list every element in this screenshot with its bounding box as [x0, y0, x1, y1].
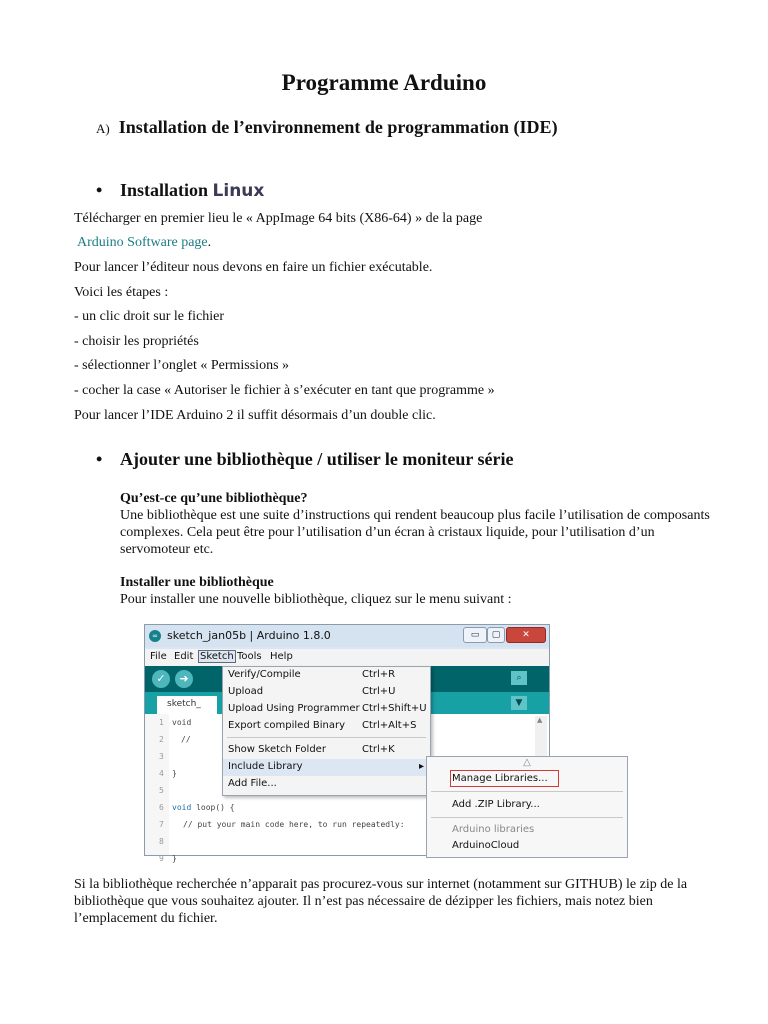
library-bullet-label: Ajouter une bibliothèque / utiliser le moniteur série — [120, 449, 514, 469]
menu-sketch[interactable]: Sketch — [200, 651, 234, 662]
menu-separator — [227, 737, 426, 738]
menu-item-export-binary[interactable]: Export compiled Binary Ctrl+Alt+S — [228, 720, 417, 731]
menu-separator — [431, 817, 623, 818]
library-definition — [120, 490, 710, 558]
library-install-body: Pour installer une nouvelle bibliothèque, cliquez sur le menu suivant : — [120, 592, 512, 607]
install-line-2: Pour lancer l’éditeur nous devons en faire un fichier exécutable. — [74, 260, 433, 275]
linux-label: Linux — [212, 181, 265, 201]
library-install — [120, 574, 710, 608]
bullet-installation — [96, 180, 264, 201]
maximize-icon[interactable]: ▢ — [487, 627, 505, 643]
code-line-1: void — [172, 718, 192, 727]
code-line-4: } — [172, 769, 177, 778]
ide-window-title: sketch_jan05b | Arduino 1.8.0 — [167, 629, 331, 642]
install-line-5: - choisir les propriétés — [74, 334, 199, 349]
submenu-arrow-icon: ▸ — [419, 761, 425, 772]
install-line-1: Télécharger en premier lieu le « AppImage 64 bits (X86-64) » de la page — [74, 211, 483, 226]
code-line-6-rest: loop() { — [196, 803, 235, 812]
line-number: 2 — [159, 735, 164, 744]
menu-item-add-file[interactable]: Add File... — [228, 778, 277, 789]
menu-file[interactable]: File — [150, 651, 167, 662]
menu-help[interactable]: Help — [270, 651, 293, 662]
include-library-submenu: △ Manage Libraries... Add .ZIP Library... Arduino libraries ArduinoCloud — [426, 756, 628, 858]
section-a-heading — [96, 117, 558, 138]
menu-item-verify[interactable]: Verify/Compile Ctrl+R — [228, 669, 396, 680]
install-line-6: - sélectionner l’onglet « Permissions » — [74, 358, 290, 373]
line-number: 6 — [159, 803, 164, 812]
line-number: 8 — [159, 837, 164, 846]
install-line-3: Voici les étapes : — [74, 285, 169, 300]
line-number: 4 — [159, 769, 164, 778]
menu-item-show-folder[interactable]: Show Sketch Folder Ctrl+K — [228, 744, 395, 755]
section-a-title: Installation de l’environnement de programmation (IDE) — [118, 117, 558, 137]
tab-menu-icon[interactable]: ▼ — [511, 696, 527, 710]
link-line — [77, 235, 211, 251]
ide-titlebar — [145, 625, 549, 647]
bullet-dot: • — [96, 180, 103, 200]
menu-separator — [431, 791, 623, 792]
code-line-9: } — [172, 854, 177, 863]
verify-icon[interactable]: ✓ — [152, 670, 170, 688]
menu-item-upload-programmer[interactable]: Upload Using Programmer Ctrl+Shift+U — [228, 703, 427, 714]
line-number: 1 — [159, 718, 164, 727]
menu-edit[interactable]: Edit — [174, 651, 194, 662]
menu-item-include-library[interactable]: Include Library ▸ — [223, 759, 430, 776]
code-line-2: // — [181, 735, 191, 744]
arduino-ide-screenshot — [142, 624, 626, 863]
code-line-7: // put your main code here, to run repeatedly: — [183, 820, 405, 829]
library-install-heading: Installer une bibliothèque — [120, 575, 274, 590]
line-number: 5 — [159, 786, 164, 795]
arduino-logo-icon: ∞ — [149, 630, 161, 642]
installation-label: Installation — [120, 180, 209, 200]
install-line-8: Pour lancer l’IDE Arduino 2 il suffit désormais d’un double clic. — [74, 408, 436, 423]
ide-menubar — [145, 649, 549, 666]
install-line-7: - cocher la case « Autoriser le fichier à s’exécuter en tant que programme » — [74, 383, 495, 398]
line-gutter — [145, 714, 169, 855]
scroll-up-icon[interactable]: ▲ — [537, 716, 543, 724]
code-keyword: void — [172, 803, 192, 812]
page-title: Programme Arduino — [281, 70, 487, 95]
library-question-body: Une bibliothèque est une suite d’instructions qui rendent beaucoup plus facile l’utilisation de composants complexes. Cela peut être pour l’utilisation d’un écran à cristaux liquide, pour l’utilisation d’un servomoteur etc. — [120, 508, 710, 557]
close-icon[interactable]: ✕ — [506, 627, 546, 643]
menu-item-upload[interactable]: Upload Ctrl+U — [228, 686, 396, 697]
line-number: 7 — [159, 820, 164, 829]
submenu-scroll-icon[interactable]: △ — [523, 757, 531, 768]
bullet-dot: • — [96, 449, 103, 469]
sketch-menu-dropdown — [222, 666, 431, 796]
line-number: 9 — [159, 854, 164, 863]
menu-tools[interactable]: Tools — [237, 651, 262, 662]
sketch-tab[interactable]: sketch_ — [157, 696, 217, 714]
arduino-software-link[interactable]: Arduino Software page — [77, 235, 208, 250]
link-suffix: . — [207, 235, 212, 250]
bullet-library — [96, 449, 514, 470]
code-line-6 — [172, 803, 235, 812]
upload-icon[interactable]: ➜ — [175, 670, 193, 688]
install-line-4: - un clic droit sur le fichier — [74, 309, 225, 324]
section-a-marker: A) — [96, 121, 110, 136]
serial-monitor-icon[interactable]: ⌕ — [511, 671, 527, 685]
closing-paragraph: Si la bibliothèque recherchée n’apparait pas procurez-vous sur internet (notamment sur GITHUB) le zip de la bibliothèque que vous souhaitez ajouter. Il n’est pas nécessaire de dézipper les fichiers, mais notez bien l’emplacement du fichier. — [74, 877, 688, 926]
library-question-heading: Qu’est-ce qu’une bibliothèque? — [120, 491, 308, 506]
minimize-icon[interactable]: ▭ — [463, 627, 487, 643]
line-number: 3 — [159, 752, 164, 761]
